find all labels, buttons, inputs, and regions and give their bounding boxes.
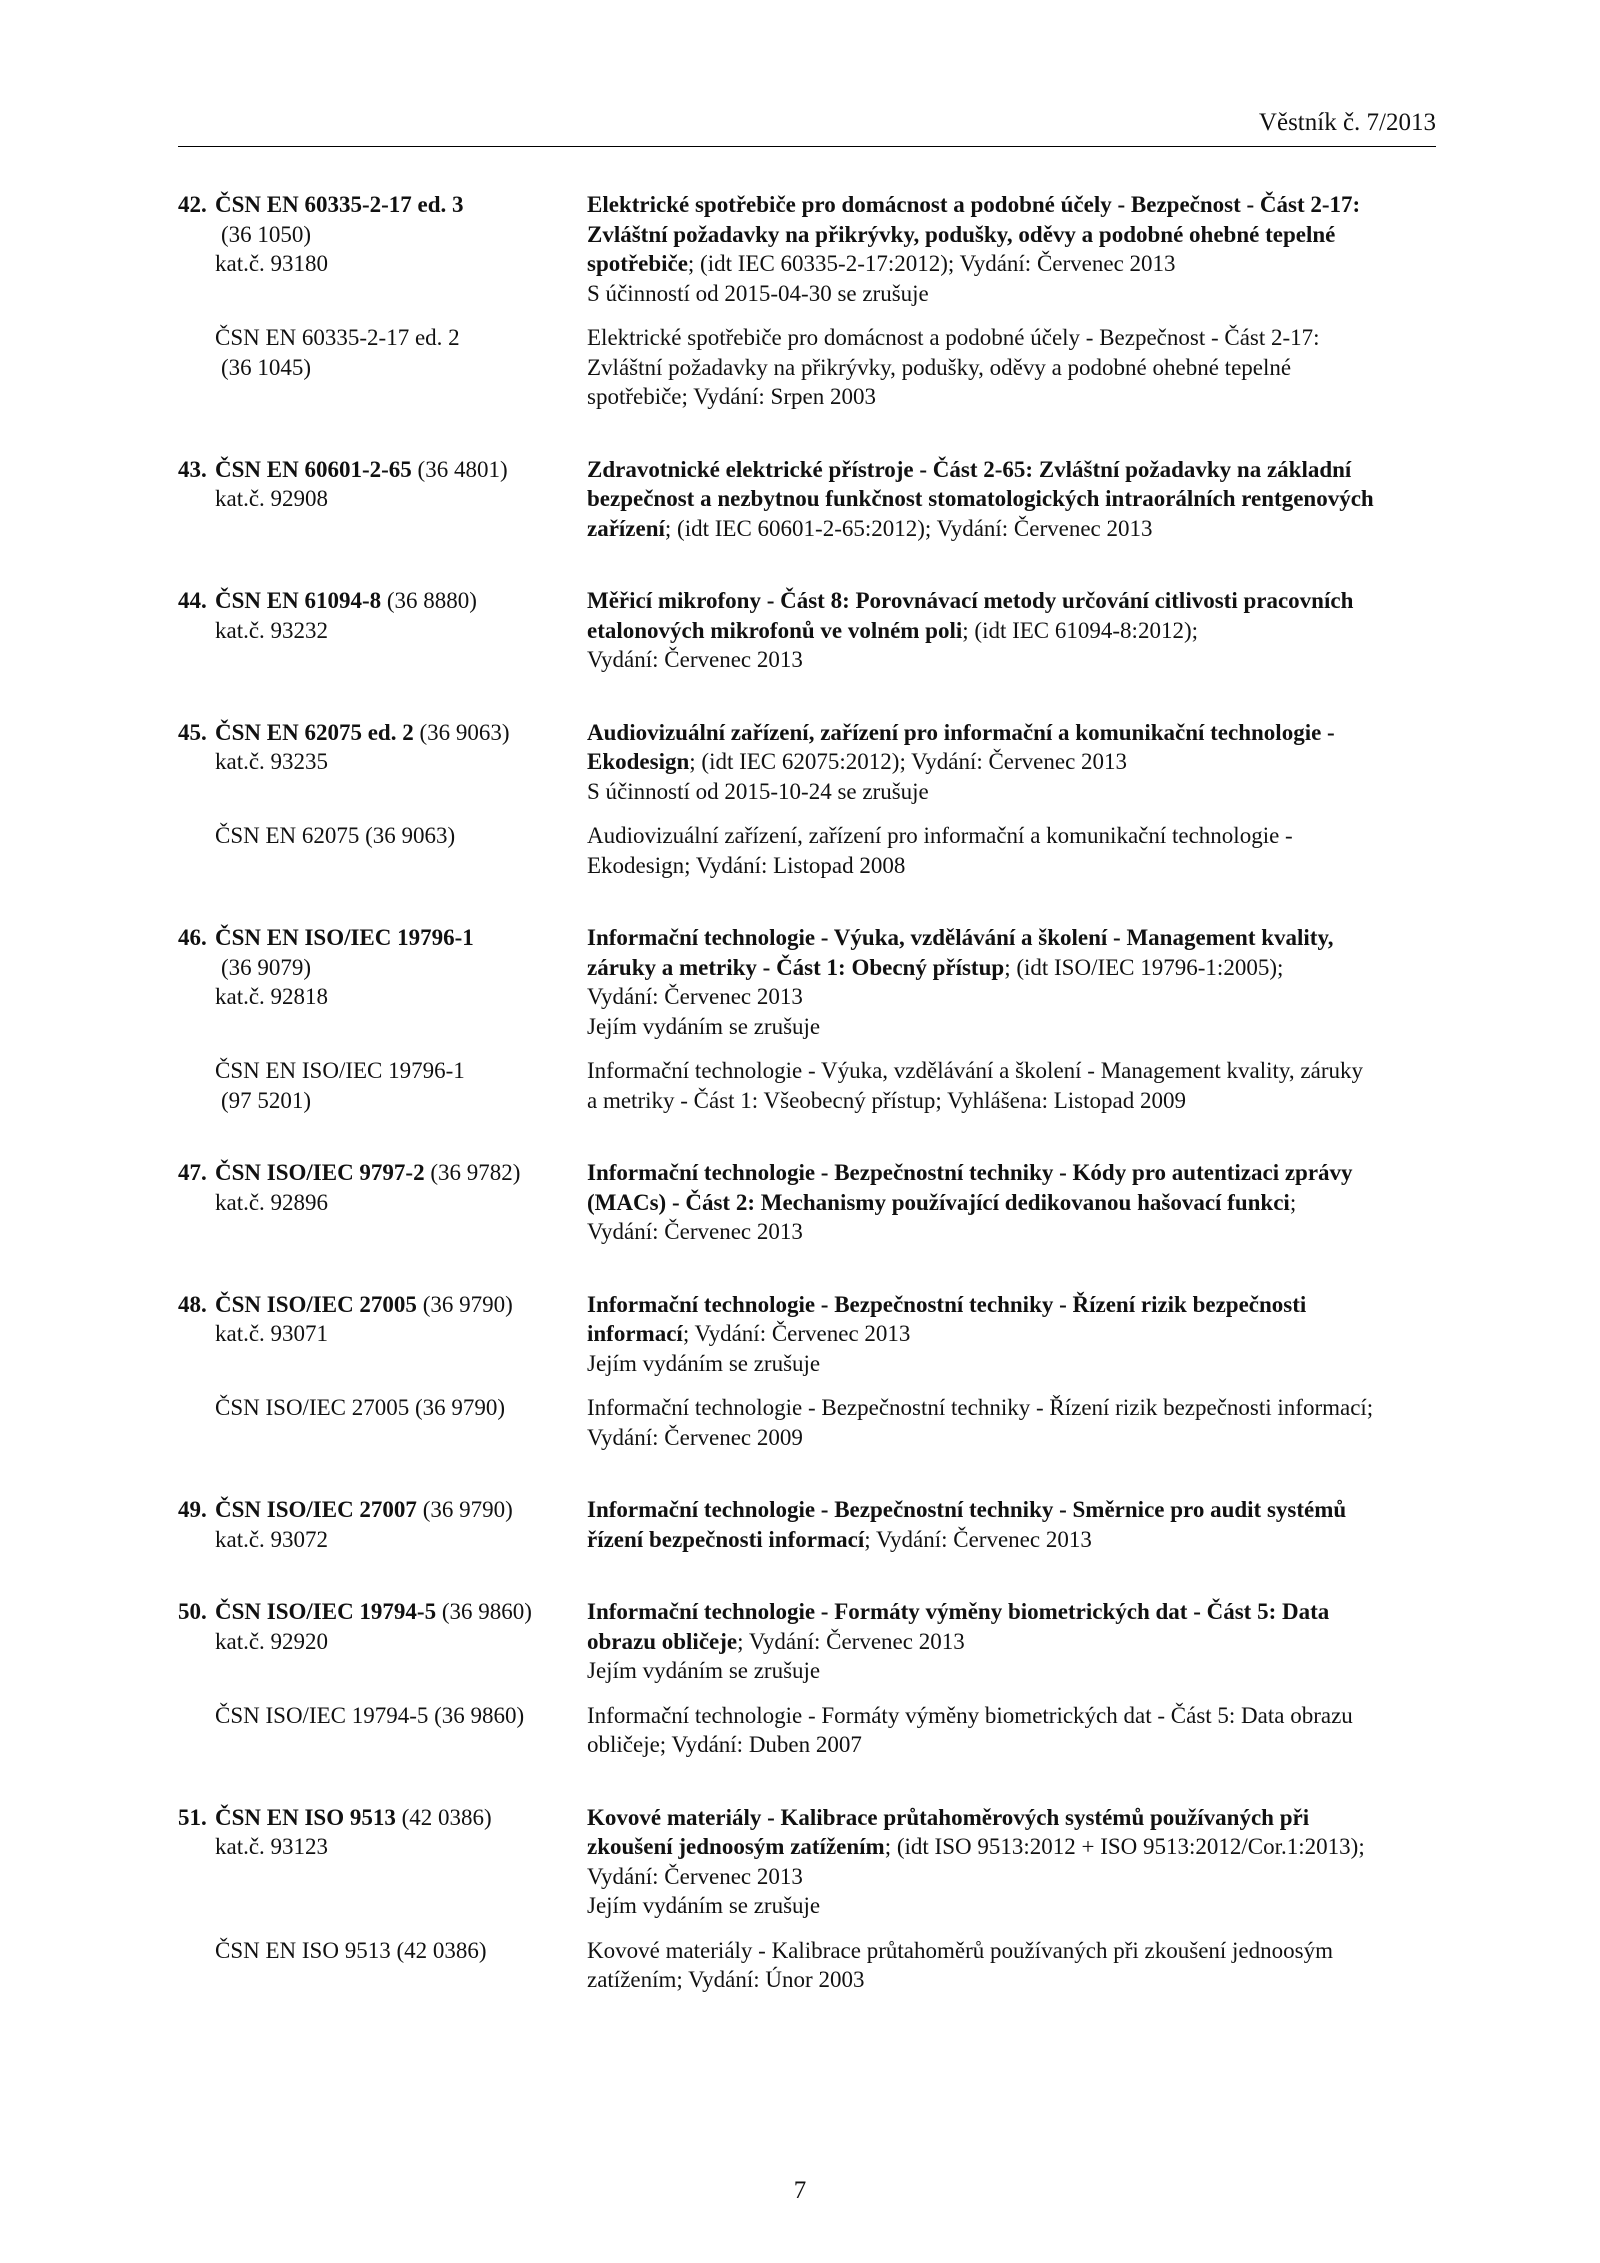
title-details: ; Vydání: Červenec 2013 xyxy=(737,1628,965,1654)
classification-number: (36 9790) xyxy=(416,1291,513,1317)
standard-code: ČSN EN 60335-2-17 ed. 3 xyxy=(215,192,464,217)
standard-entry xyxy=(178,1290,1440,1453)
entry-code-line xyxy=(178,1158,587,1188)
catalog-number: kat.č. 92818 xyxy=(215,984,329,1009)
title-details: ; (idt IEC 61094-8:2012); xyxy=(962,617,1198,643)
title-line xyxy=(587,1832,1440,1862)
replaced-code-column xyxy=(178,1056,587,1115)
status-note: Jejím vydáním se zrušuje xyxy=(587,1893,821,1918)
replaced-standard xyxy=(178,821,1440,880)
entry-title-column xyxy=(587,190,1440,308)
classification-number: (36 8880) xyxy=(381,588,477,613)
replaced-code: ČSN ISO/IEC 27005 (36 9790) xyxy=(215,1395,506,1420)
entry-code-line xyxy=(178,1597,587,1627)
classification-number: (36 4801) xyxy=(411,456,508,482)
replaced-title-line: Informační technologie - Výuka, vzdělávání a školení - Management kvality, záruky xyxy=(587,1058,1363,1083)
replaced-standard xyxy=(178,323,1440,412)
replaced-code: ČSN ISO/IEC 19794-5 (36 9860) xyxy=(215,1702,525,1728)
title-line xyxy=(587,1158,1440,1188)
replaced-code-column xyxy=(178,323,587,412)
standard-title: Audiovizuální zařízení, zařízení pro informační a komunikační technologie - xyxy=(587,719,1335,745)
title-line xyxy=(587,190,1440,220)
replaced-title-line: Ekodesign; Vydání: Listopad 2008 xyxy=(587,852,906,878)
entry-main xyxy=(178,718,1440,807)
title-details: ; xyxy=(1289,1189,1297,1215)
status-note: Vydání: Červenec 2013 xyxy=(587,647,803,672)
title-line xyxy=(587,953,1440,983)
standard-title: Zdravotnické elektrické přístroje - Část 2-65: Zvláštní požadavky na základní xyxy=(587,456,1352,482)
standard-title: bezpečnost a nezbytnou funkčnost stomatologických intraorálních rentgenových xyxy=(587,486,1374,511)
standard-title: Ekodesign xyxy=(587,749,690,774)
entry-code-line xyxy=(178,190,587,220)
entry-code-column xyxy=(178,1495,587,1554)
replaced-title-column xyxy=(587,1393,1440,1452)
standard-code: ČSN ISO/IEC 27007 xyxy=(215,1497,417,1522)
entry-code-line xyxy=(178,923,587,953)
entry-code-column xyxy=(178,923,587,1041)
page-number: 7 xyxy=(793,2177,807,2204)
entry-title-column xyxy=(587,455,1440,544)
entry-number: 48. xyxy=(178,1291,207,1317)
replaced-title-column xyxy=(587,1056,1440,1115)
entry-code-column xyxy=(178,455,587,544)
entry-code-column xyxy=(178,1803,587,1921)
title-details: ; (idt IEC 60601-2-65:2012); Vydání: Červenec 2013 xyxy=(664,515,1153,541)
entry-title-column xyxy=(587,1290,1440,1379)
standard-title: etalonových mikrofonů ve volném poli xyxy=(587,617,963,643)
entry-main xyxy=(178,923,1440,1041)
replaced-title-column xyxy=(587,1936,1440,1995)
entry-number: 50. xyxy=(178,1599,207,1624)
catalog-number: kat.č. 93180 xyxy=(215,251,329,276)
replaced-title-line: zatížením; Vydání: Únor 2003 xyxy=(587,1967,865,1992)
classification-number: (36 9860) xyxy=(436,1599,532,1624)
entry-title-column xyxy=(587,1495,1440,1554)
standard-entry xyxy=(178,1597,1440,1760)
catalog-number: kat.č. 93232 xyxy=(215,617,329,643)
replaced-title-column xyxy=(587,1701,1440,1760)
entry-main xyxy=(178,190,1440,308)
standard-entry xyxy=(178,586,1440,675)
entry-code-line xyxy=(178,1803,587,1833)
replaced-code: ČSN EN 60335-2-17 ed. 2 xyxy=(215,325,460,350)
entry-code-line xyxy=(178,586,587,616)
replaced-code-column xyxy=(178,1701,587,1760)
replaced-code-column xyxy=(178,1936,587,1995)
replaced-standard xyxy=(178,1701,1440,1760)
header-title: Věstník č. 7/2013 xyxy=(1258,109,1436,136)
catalog-number: kat.č. 92908 xyxy=(215,486,329,511)
classification-number: (42 0386) xyxy=(395,1804,492,1830)
replaced-title-line: Vydání: Červenec 2009 xyxy=(587,1424,803,1450)
entry-number: 46. xyxy=(178,925,207,950)
title-line xyxy=(587,1597,1440,1627)
standard-title: řízení bezpečnosti informací xyxy=(587,1526,865,1552)
standard-title: Měřicí mikrofony - Část 8: Porovnávací metody určování citlivosti pracovních xyxy=(587,588,1354,613)
standard-title: Informační technologie - Výuka, vzdělávání a školení - Management kvality, xyxy=(587,925,1334,950)
replaced-title-line: Elektrické spotřebiče pro domácnost a podobné účely - Bezpečnost - Část 2-17: xyxy=(587,325,1320,350)
catalog-number: kat.č. 93123 xyxy=(215,1834,329,1859)
standard-title: Informační technologie - Bezpečnostní techniky - Směrnice pro audit systémů xyxy=(587,1497,1347,1522)
entry-code-line xyxy=(178,1290,587,1320)
entry-code-line xyxy=(178,1495,587,1525)
title-line xyxy=(587,484,1440,514)
classification-number: (36 9063) xyxy=(413,719,510,745)
entry-main xyxy=(178,1158,1440,1247)
replaced-title-column xyxy=(587,821,1440,880)
standard-title: Informační technologie - Bezpečnostní techniky - Kódy pro autentizaci zprávy xyxy=(587,1160,1353,1185)
standard-entry xyxy=(178,1495,1440,1554)
catalog-number: kat.č. 92896 xyxy=(215,1189,329,1215)
standard-entry xyxy=(178,1158,1440,1247)
title-line xyxy=(587,1290,1440,1320)
standard-title: Informační technologie - Formáty výměny biometrických dat - Část 5: Data xyxy=(587,1599,1330,1624)
title-line xyxy=(587,514,1440,544)
title-line xyxy=(587,1803,1440,1833)
standard-code: ČSN EN 61094-8 xyxy=(215,588,382,613)
replaced-code: ČSN EN 62075 (36 9063) xyxy=(215,823,456,848)
title-details: ; (idt ISO/IEC 19796-1:2005); xyxy=(1004,954,1284,980)
replaced-standard xyxy=(178,1393,1440,1452)
standard-title: Informační technologie - Bezpečnostní techniky - Řízení rizik bezpečnosti xyxy=(587,1291,1307,1317)
entry-title-column xyxy=(587,1597,1440,1686)
title-details: ; (idt IEC 60335-2-17:2012); Vydání: Červenec 2013 xyxy=(687,251,1176,276)
catalog-number: kat.č. 92920 xyxy=(215,1628,329,1654)
title-line xyxy=(587,718,1440,748)
entry-main xyxy=(178,586,1440,675)
title-line xyxy=(587,455,1440,485)
entry-number: 43. xyxy=(178,456,207,482)
entry-code-column xyxy=(178,190,587,308)
status-note: Vydání: Červenec 2013 xyxy=(587,1219,803,1244)
standard-title: (MACs) - Část 2: Mechanismy používající dedikovanou hašovací funkci xyxy=(587,1189,1290,1215)
standard-entry xyxy=(178,1803,1440,1995)
replaced-code: (36 1045) xyxy=(221,354,312,380)
replaced-code: ČSN EN ISO 9513 (42 0386) xyxy=(215,1937,487,1963)
page-header xyxy=(178,108,1436,147)
title-line xyxy=(587,1525,1440,1555)
title-line xyxy=(587,747,1440,777)
classification-number: (36 1050) xyxy=(221,221,312,247)
entry-code-column xyxy=(178,586,587,675)
entry-main xyxy=(178,1803,1440,1921)
replaced-title-line: Audiovizuální zařízení, zařízení pro informační a komunikační technologie - xyxy=(587,823,1293,848)
classification-number: (36 9790) xyxy=(416,1497,513,1522)
entry-code-line xyxy=(178,455,587,485)
standard-code: ČSN ISO/IEC 27005 xyxy=(215,1291,417,1317)
entry-code-column xyxy=(178,718,587,807)
standard-title: Zvláštní požadavky na přikrývky, podušky, oděvy a podobné ohebné tepelné xyxy=(587,221,1336,247)
title-line xyxy=(587,1188,1440,1218)
title-details: ; (idt IEC 62075:2012); Vydání: Červenec 2013 xyxy=(689,749,1128,774)
title-details: ; Vydání: Červenec 2013 xyxy=(864,1526,1092,1552)
entry-number: 47. xyxy=(178,1160,207,1185)
entry-main xyxy=(178,1597,1440,1686)
standard-code: ČSN EN ISO/IEC 19796-1 xyxy=(215,925,474,950)
entry-code-column xyxy=(178,1290,587,1379)
standard-entry xyxy=(178,190,1440,412)
standard-entry xyxy=(178,455,1440,544)
entry-title-column xyxy=(587,1803,1440,1921)
replaced-code-column xyxy=(178,821,587,880)
replaced-title-line: Zvláštní požadavky na přikrývky, podušky, oděvy a podobné ohebné tepelné xyxy=(587,354,1292,380)
entry-code-column xyxy=(178,1158,587,1247)
entry-title-column xyxy=(587,718,1440,807)
standard-title: informací xyxy=(587,1321,683,1346)
entry-number: 44. xyxy=(178,588,207,613)
entry-main xyxy=(178,455,1440,544)
status-note: Jejím vydáním se zrušuje xyxy=(587,1350,821,1376)
status-note: Jejím vydáním se zrušuje xyxy=(587,1658,821,1683)
entry-title-column xyxy=(587,923,1440,1041)
replaced-standard xyxy=(178,1056,1440,1115)
classification-number: (36 9782) xyxy=(424,1160,521,1185)
classification-number: (36 9079) xyxy=(221,954,312,980)
page-footer xyxy=(0,2176,1600,2206)
catalog-number: kat.č. 93072 xyxy=(215,1526,329,1552)
entry-main xyxy=(178,1290,1440,1379)
entry-code-line xyxy=(178,718,587,748)
replaced-title-column xyxy=(587,323,1440,412)
title-line xyxy=(587,586,1440,616)
entry-main xyxy=(178,1495,1440,1554)
replaced-standard xyxy=(178,1936,1440,1995)
catalog-number: kat.č. 93235 xyxy=(215,749,329,774)
standard-code: ČSN EN 60601-2-65 xyxy=(215,456,412,482)
entry-code-column xyxy=(178,1597,587,1686)
title-line xyxy=(587,1627,1440,1657)
title-details: ; (idt ISO 9513:2012 + ISO 9513:2012/Cor.1:2013); xyxy=(884,1834,1365,1859)
standard-entry xyxy=(178,923,1440,1115)
replaced-title-line: a metriky - Část 1: Všeobecný přístup; Vyhlášena: Listopad 2009 xyxy=(587,1087,1186,1113)
standard-title: zařízení xyxy=(587,515,665,541)
standard-title: zkoušení jednoosým zatížením xyxy=(587,1834,885,1859)
replaced-title-line: Informační technologie - Bezpečnostní techniky - Řízení rizik bezpečnosti informací; xyxy=(587,1395,1374,1420)
entry-title-column xyxy=(587,1158,1440,1247)
catalog-number: kat.č. 93071 xyxy=(215,1321,329,1346)
replaced-title-line: Kovové materiály - Kalibrace průtahoměrů používaných při zkoušení jednoosým xyxy=(587,1937,1333,1963)
status-note: S účinností od 2015-10-24 se zrušuje xyxy=(587,778,929,804)
standard-title: spotřebiče xyxy=(587,251,688,276)
replaced-code: ČSN EN ISO/IEC 19796-1 xyxy=(215,1058,465,1083)
standard-code: ČSN EN 62075 ed. 2 xyxy=(215,719,414,745)
standard-code: ČSN ISO/IEC 9797-2 xyxy=(215,1160,425,1185)
title-line xyxy=(587,1319,1440,1349)
entry-number: 51. xyxy=(178,1804,207,1830)
entry-number: 45. xyxy=(178,719,207,745)
replaced-code-column xyxy=(178,1393,587,1452)
status-note: Vydání: Červenec 2013 xyxy=(587,984,803,1009)
entry-title-column xyxy=(587,586,1440,675)
status-note: S účinností od 2015-04-30 se zrušuje xyxy=(587,280,929,306)
standard-title: záruky a metriky - Část 1: Obecný přístup xyxy=(587,954,1005,980)
standard-code: ČSN ISO/IEC 19794-5 xyxy=(215,1599,437,1624)
standards-list xyxy=(178,190,1440,2038)
replaced-code: (97 5201) xyxy=(221,1087,312,1113)
standard-title: Kovové materiály - Kalibrace průtahoměrových systémů používaných při xyxy=(587,1804,1310,1830)
replaced-title-line: obličeje; Vydání: Duben 2007 xyxy=(587,1732,862,1757)
standard-title: obrazu obličeje xyxy=(587,1628,738,1654)
standard-code: ČSN EN ISO 9513 xyxy=(215,1804,396,1830)
entry-number: 49. xyxy=(178,1497,207,1522)
replaced-title-line: Informační technologie - Formáty výměny biometrických dat - Část 5: Data obrazu xyxy=(587,1702,1353,1728)
status-note: Jejím vydáním se zrušuje xyxy=(587,1013,821,1039)
title-line xyxy=(587,1495,1440,1525)
standard-entry xyxy=(178,718,1440,881)
title-line xyxy=(587,616,1440,646)
title-details: ; Vydání: Červenec 2013 xyxy=(682,1321,911,1346)
entry-number: 42. xyxy=(178,192,207,217)
standard-title: Elektrické spotřebiče pro domácnost a podobné účely - Bezpečnost - Část 2-17: xyxy=(587,192,1361,217)
status-note: Vydání: Červenec 2013 xyxy=(587,1863,803,1889)
title-line xyxy=(587,249,1440,279)
title-line xyxy=(587,923,1440,953)
replaced-title-line: spotřebiče; Vydání: Srpen 2003 xyxy=(587,384,876,409)
title-line xyxy=(587,220,1440,250)
